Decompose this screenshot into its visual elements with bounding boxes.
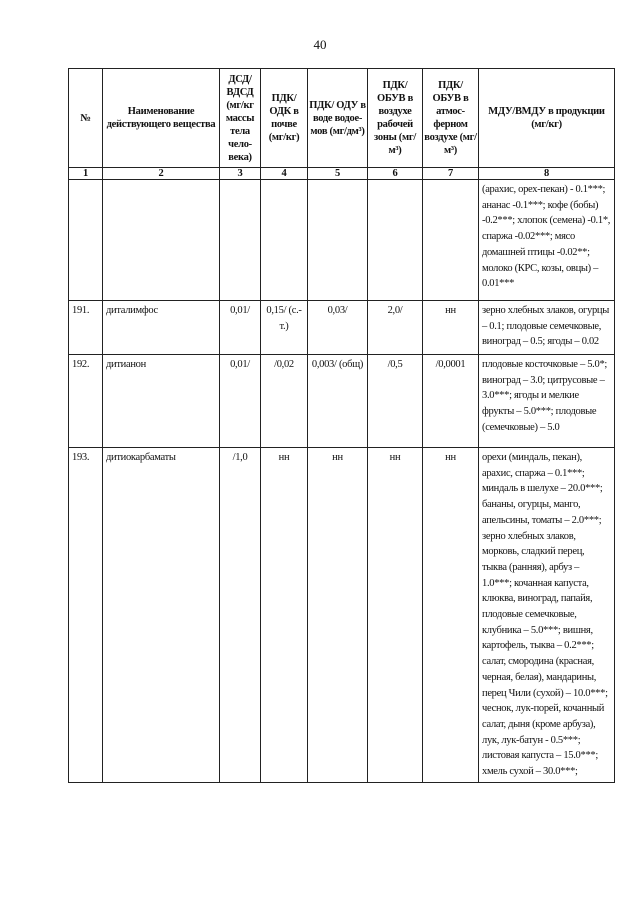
header-pdk-work: ПДК/ ОБУВ в воздухе рабочей зоны (мг/м³) [368, 69, 423, 168]
header-num: № [69, 69, 103, 168]
cell-num [69, 180, 103, 301]
column-number: 5 [308, 168, 368, 180]
cell-pdk-work [368, 180, 423, 301]
cell-mdu: зерно хлебных злаков, огурцы – 0.1; плодовые семечковые, виноград – 0.5; ягоды – 0.02 [479, 301, 615, 355]
column-number: 8 [479, 168, 615, 180]
cell-mdu: (арахис, орех-пекан) - 0.1***; ананас -0.1***; кофе (бобы) -0.2***; хлопок (семена) -0.1*, спаржа -0.02***; мясо домашней птицы -0.02**; молоко (КРС, козы, овцы) – 0.01*** [479, 180, 615, 301]
cell-pdk-soil: 0,15/ (с.-т.) [261, 301, 308, 355]
table-row [69, 180, 615, 301]
column-number: 3 [220, 168, 261, 180]
header-pdk-atm: ПДК/ ОБУВ в атмос- ферном воздухе (мг/м³) [423, 69, 479, 168]
column-number: 4 [261, 168, 308, 180]
cell-pdk-atm: нн [423, 301, 479, 355]
header-mdu: МДУ/ВМДУ в продукции (мг/кг) [479, 69, 615, 168]
table-row [69, 355, 615, 448]
cell-name: дитиокарбаматы [103, 448, 220, 783]
cell-pdk-soil [261, 180, 308, 301]
column-number: 1 [69, 168, 103, 180]
header-pdk-water: ПДК/ ОДУ в воде водое- мов (мг/дм³) [308, 69, 368, 168]
cell-pdk-soil: /0,02 [261, 355, 308, 448]
cell-mdu: плодовые косточковые – 5.0*; виноград – 3.0; цитрусовые – 3.0***; ягоды и мелкие фрукты – 5.0***; плодовые (семечковые) – 5.0 [479, 355, 615, 448]
cell-num: 191. [69, 301, 103, 355]
cell-dsd: 0,01/ [220, 301, 261, 355]
page-number: 40 [313, 37, 327, 52]
cell-pdk-soil: нн [261, 448, 308, 783]
cell-pdk-water: нн [308, 448, 368, 783]
header-dsd: ДСД/ ВДСД (мг/кг массы тела чело- века) [220, 69, 261, 168]
cell-pdk-atm: нн [423, 448, 479, 783]
cell-name: дитианон [103, 355, 220, 448]
cell-pdk-water [308, 180, 368, 301]
cell-pdk-work: 2,0/ [368, 301, 423, 355]
cell-pdk-water: 0,03/ [308, 301, 368, 355]
column-number-row [69, 168, 615, 180]
pesticide-table [68, 68, 615, 783]
header-name: Наименование действующего вещества [103, 69, 220, 168]
cell-pdk-work: нн [368, 448, 423, 783]
cell-pdk-water: 0,003/ (общ) [308, 355, 368, 448]
table-row [69, 448, 615, 783]
cell-pdk-atm [423, 180, 479, 301]
cell-dsd: 0,01/ [220, 355, 261, 448]
cell-pdk-atm: /0,0001 [423, 355, 479, 448]
cell-dsd: /1,0 [220, 448, 261, 783]
cell-pdk-work: /0,5 [368, 355, 423, 448]
column-number: 7 [423, 168, 479, 180]
column-number: 2 [103, 168, 220, 180]
header-pdk-soil: ПДК/ ОДК в почве (мг/кг) [261, 69, 308, 168]
cell-num: 192. [69, 355, 103, 448]
cell-name: диталимфос [103, 301, 220, 355]
cell-name [103, 180, 220, 301]
header-row [69, 69, 615, 168]
table-row [69, 301, 615, 355]
cell-dsd [220, 180, 261, 301]
cell-num: 193. [69, 448, 103, 783]
cell-mdu: орехи (миндаль, пекан), арахис, спаржа – 0.1***; миндаль в шелухе – 20.0***; бананы, огурцы, манго, апельсины, томаты – 2.0***; зерно хлебных злаков, морковь, сладкий перец, тыква (ранняя), арбуз – 1.0***; кочанная капуста, клюква, виноград, папайя, плодовые семечковые, клубника – 5.0***; вишня, картофель, тыква – 0.2***; салат, смородина (красная, черная, белая), мандарины, перец Чили (сухой) – 10.0***; чеснок, лук-порей, кочанный салат, дыня (кроме арбуза), лук, лук-батун - 0.5***; листовая капуста – 15.0***; хмель сухой – 30.0***; [479, 448, 615, 783]
column-number: 6 [368, 168, 423, 180]
